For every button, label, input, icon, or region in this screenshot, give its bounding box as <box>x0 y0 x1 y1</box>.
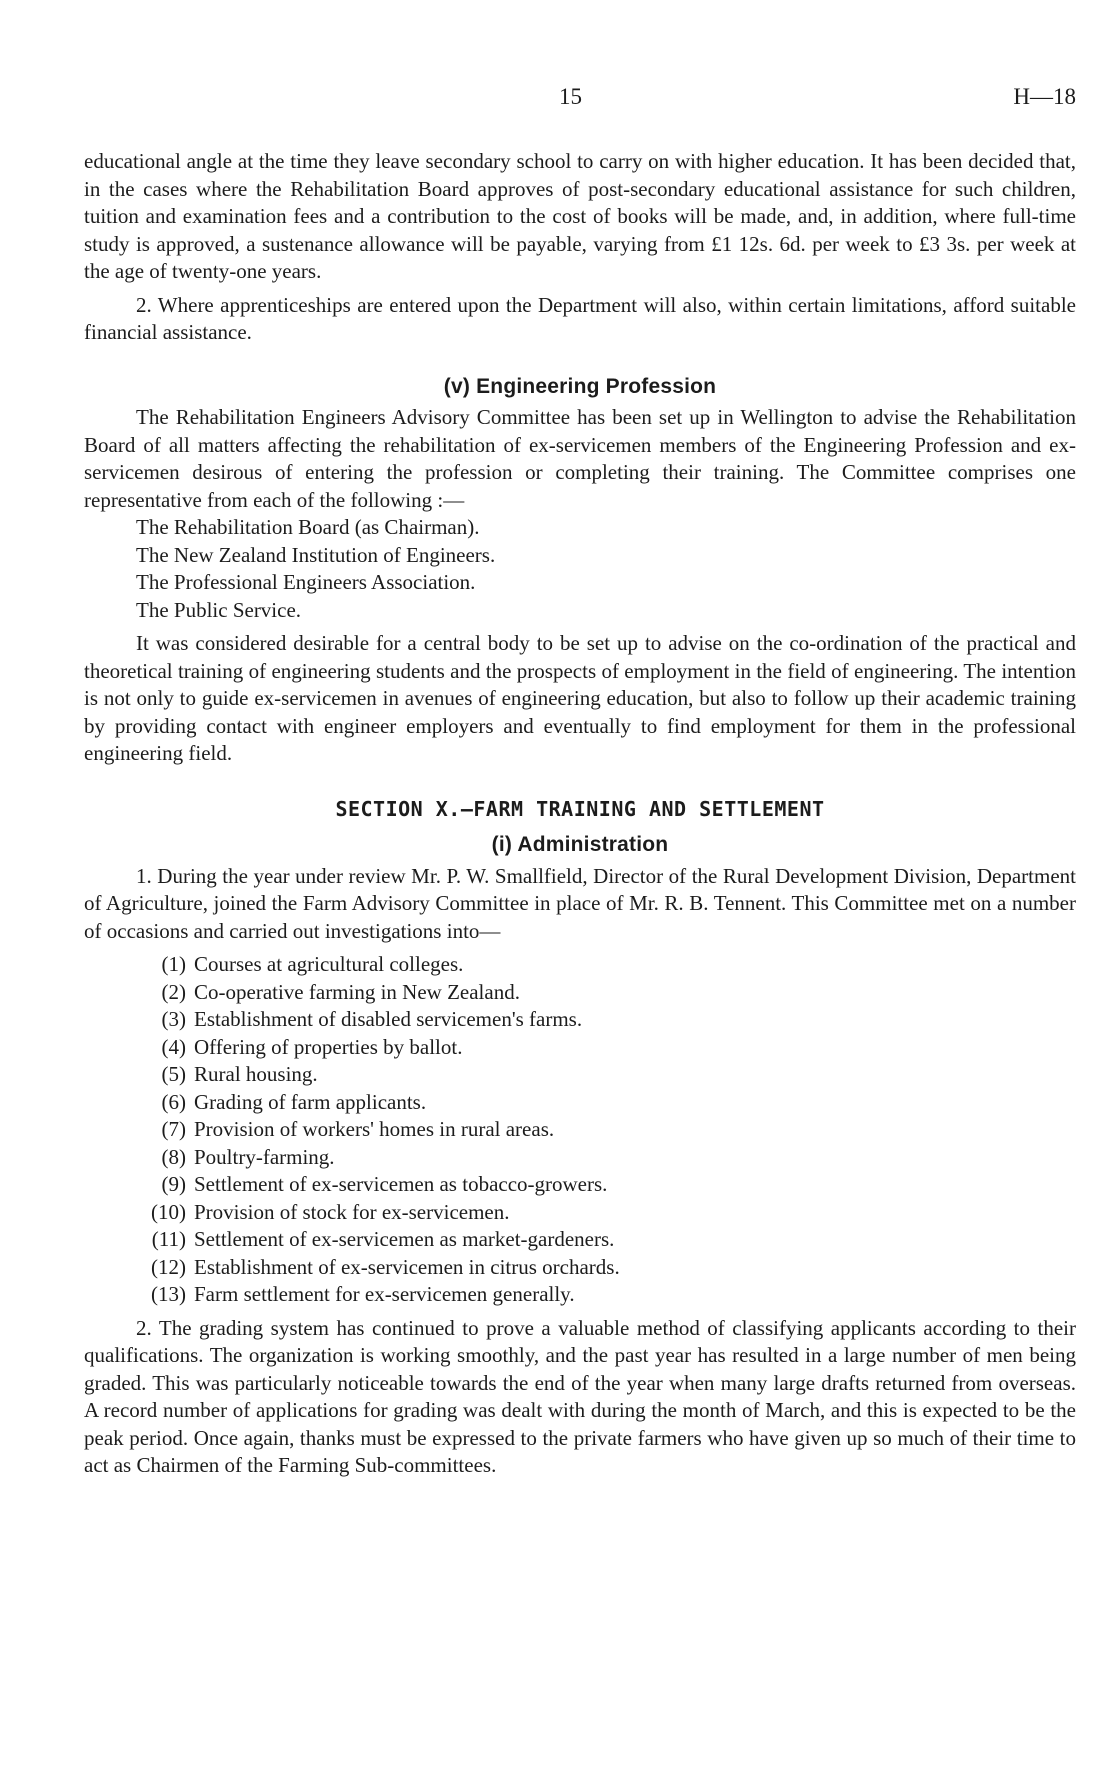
item-number: (10) <box>151 1199 186 1224</box>
item-number: (6) <box>161 1089 186 1114</box>
item-number: (2) <box>161 979 186 1004</box>
body-text <box>84 148 1076 1480</box>
item-number: (3) <box>161 1007 186 1031</box>
list-item <box>84 1281 1076 1309</box>
section-x-heading: SECTION X.—FARM TRAINING AND SETTLEMENT <box>335 796 825 821</box>
item-text: Poultry-farming. <box>194 1144 335 1169</box>
engineering-closing-paragraph: It was considered desirable for a central body to be set up to advise on the co-ordination of the practical and theoretical training of engineering students and the prospects of employment in the field of engineering. The intention is not only to guide ex-servicemen in avenues of engineering education, but also to follow up their academic training by providing contact with engineer employers and eventually to find employment for them in the professional engineering field. <box>84 631 1076 765</box>
list-item <box>84 1116 1076 1144</box>
page-number: 15 <box>559 84 582 109</box>
item-text: Grading of farm applicants. <box>194 1089 427 1114</box>
list-item <box>84 1034 1076 1062</box>
document-reference: H—18 <box>1013 84 1076 109</box>
item-text: Settlement of ex-servicemen as tobacco-growers. <box>194 1172 608 1196</box>
item-text: Provision of workers' homes in rural areas. <box>194 1117 555 1141</box>
list-item <box>84 979 1076 1007</box>
list-item <box>84 1061 1076 1089</box>
list-item <box>84 1171 1076 1199</box>
item-number: (5) <box>161 1062 186 1086</box>
engineering-intro-paragraph: The Rehabilitation Engineers Advisory Committee has been set up in Wellington to advise the Rehabilitation Board of all matters affecting the rehabilitation of ex-servicemen members of the Engineering Profession and ex-servicemen desirous of entering the profession or completing their training. The Committee comprises one representative from each of the following :— <box>84 405 1076 512</box>
administration-paragraph-2: 2. The grading system has continued to prove a valuable method of classifying applicants according to their qualifications. The organization is working smoothly, and the past year has resulted in a large number of men being graded. This was particularly noticeable towards the end of the year when many large drafts returned from overseas. A record number of applications for grading was dealt with during the month of March, and this is expected to be the peak period. Once again, thanks must be expressed to the private farmers who have given up so much of their time to act as Chairmen of the Farming Sub-committees. <box>84 1315 1076 1477</box>
item-number: (11) <box>151 1227 186 1251</box>
item-number: (1) <box>161 952 186 976</box>
list-item <box>84 1226 1076 1254</box>
running-header <box>84 84 1076 114</box>
list-item: The Professional Engineers Association. <box>136 570 476 594</box>
intro-paragraph: educational angle at the time they leave secondary school to carry on with higher education. It has been decided that, in the cases where the Rehabilitation Board approves of post-secondary educational assistance for such children, tuition and examination fees and a contribution to the cost of books will be made, and, in addition, where full-time study is approved, a sustenance allowance will be payable, varying from £1 12s. 6d. per week to £3 3s. per week at the age of twenty-one years. <box>84 149 1076 283</box>
item-text: Courses at agricultural colleges. <box>194 952 464 976</box>
list-item: The Public Service. <box>136 597 302 622</box>
administration-paragraph-1: 1. During the year under review Mr. P. W. Smallfield, Director of the Rural Development Division, Department of Agriculture, joined the Farm Advisory Committee in place of Mr. R. B. Tennent. This Committee met on a number of occasions and carried out investigations into— <box>84 863 1076 943</box>
committee-members-list <box>84 514 1076 624</box>
investigations-list <box>84 951 1076 1309</box>
list-item <box>84 1254 1076 1282</box>
item-number: (7) <box>161 1117 186 1141</box>
item-text: Provision of stock for ex-servicemen. <box>194 1199 510 1224</box>
list-item: The Rehabilitation Board (as Chairman). <box>136 515 480 539</box>
item-text: Offering of properties by ballot. <box>194 1034 463 1059</box>
item-text: Farm settlement for ex-servicemen generally. <box>194 1282 575 1306</box>
item-text: Co-operative farming in New Zealand. <box>194 979 520 1004</box>
item-text: Settlement of ex-servicemen as market-gardeners. <box>194 1227 615 1251</box>
item-number: (8) <box>161 1144 186 1169</box>
engineering-heading: (v) Engineering Profession <box>443 374 717 398</box>
list-item <box>84 951 1076 979</box>
item-text: Establishment of ex-servicemen in citrus orchards. <box>194 1254 620 1279</box>
list-item <box>84 1199 1076 1227</box>
item-number: (12) <box>151 1254 186 1279</box>
item-number: (13) <box>151 1282 186 1306</box>
item-text: Rural housing. <box>194 1062 318 1086</box>
list-item <box>84 1089 1076 1117</box>
administration-heading: (i) Administration <box>491 833 669 856</box>
item-number: (4) <box>161 1034 186 1059</box>
list-item <box>84 1006 1076 1034</box>
item-text: Establishment of disabled servicemen's farms. <box>194 1007 583 1031</box>
list-item <box>84 1144 1076 1172</box>
item-number: (9) <box>161 1172 186 1196</box>
apprenticeship-paragraph: 2. Where apprenticeships are entered upon the Department will also, within certain limitations, afford suitable financial assistance. <box>84 292 1076 344</box>
list-item: The New Zealand Institution of Engineers. <box>136 542 496 567</box>
